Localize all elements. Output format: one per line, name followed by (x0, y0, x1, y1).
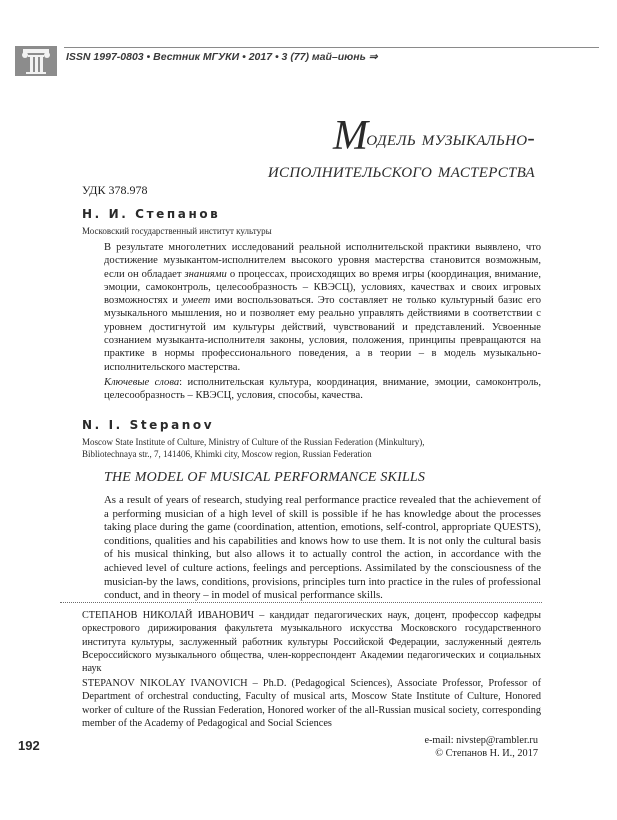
title-line-1: одель музыкально- (366, 125, 535, 150)
article-title-en: THE MODEL OF MUSICAL PERFORMANCE SKILLS (104, 470, 426, 485)
author-bio-ru: СТЕПАНОВ НИКОЛАЙ ИВАНОВИЧ – кандидат педагогических наук, доцент, профессор кафедры оркестрового дирижирования факультета музыкального искусства Московского государственного института культуры, заслуженный работник культуры Российской Федерации, заслуженный деятель Всероссийского музыкального общества, член-корреспондент Академии педагогических и социальных наук (82, 610, 541, 675)
author-bio-en: STEPANOV NIKOLAY IVANOVICH – Ph.D. (Pedagogical Sciences), Associate Professor, Professor of Department of orchestral conducting, Faculty of musical arts, Moscow State Institute of Culture, Honored worker of culture of the Russian Federation, Honored worker of the all-Russian musical society, corresponding member of the Academy of Pedagogical and Social Sciences (82, 678, 541, 729)
author-name-en: N. I. Stepanov (82, 418, 215, 432)
header-rule (64, 47, 599, 48)
affiliation-ru: Московский государственный институт культуры (82, 226, 272, 236)
keywords-text: : исполнительская культура, координация, внимание, эмоции, самоконтроль, целесообразность – КВЭСЦ, условия, способы, качества. (104, 377, 541, 402)
title-line-2: исполнительского мастерства (267, 157, 535, 182)
abstract-en: As a result of years of research, studying real performance practice revealed that the achievement of a performing musician of a high level of skill is possible if he has knowledge about the processes taking place during the game (coordination, attention, emotions, self-control, appropriate QUESTS), conditions, qualities and his capabilities and knows how to use them. It is not only the cultural basis of his musical thinking, but also allows it to actually control the action, in accordance with the achieved level of culture actions, feelings and perceptions. Assimilated by the consciousness of the musician-by the laws, conditions, provisions, principles turn into practice in the rules of professional conduct, and in theory – in model of musical performance skills. (104, 494, 541, 602)
keywords-ru (104, 376, 541, 403)
keywords-label: Ключевые слова (104, 377, 180, 388)
page-number: 192 (18, 738, 40, 753)
article-title (268, 115, 535, 181)
dotted-divider (60, 602, 542, 603)
title-initial: М (333, 113, 369, 159)
author-email[interactable]: e-mail: nivstep@rambler.ru (424, 735, 538, 746)
copyright: © Степанов Н. И., 2017 (435, 748, 538, 759)
journal-header: ISSN 1997-0803 • Вестник МГУКИ • 2017 • 3 (77) май–июнь ⇒ (66, 51, 378, 63)
affiliation-en: Moscow State Institute of Culture, Ministry of Culture of the Russian Federation (Minkulturу), Bibliotechnaya str., 7, 141406, Khimki city, Moscow region, Russian Federation (82, 437, 425, 459)
abstract-ru: В результате многолетних исследований реальной исполнительской практики выявлено, что достижение музыкантом-исполнителем высокого уровня мастерства становится возможным, если он обладает знаниями о процессах, происходящих во время игры (координация, внимание, эмоции, самоконтроль, целесообразность – КВЭСЦ), условиях, качествах и своих игровых возможностях и умеет ими воспользоваться. Это составляет не только культурный базис его музыкального мышления, но и позволяет ему реально управлять действиями в соответствии с уровнем достигнутой им культуры действий, чувствований и представлений. Усвоенные сознанием музыканта-исполнителя законы, условия, положения, принципы превращаются на практике в нормы профессионального поведения, а в теории – в модель музыкально-исполнительского мастерства. (104, 242, 542, 373)
column-logo-icon (15, 46, 57, 76)
udk-code: УДК 378.978 (82, 183, 148, 197)
author-name-ru: Н. И. Степанов (82, 207, 221, 221)
